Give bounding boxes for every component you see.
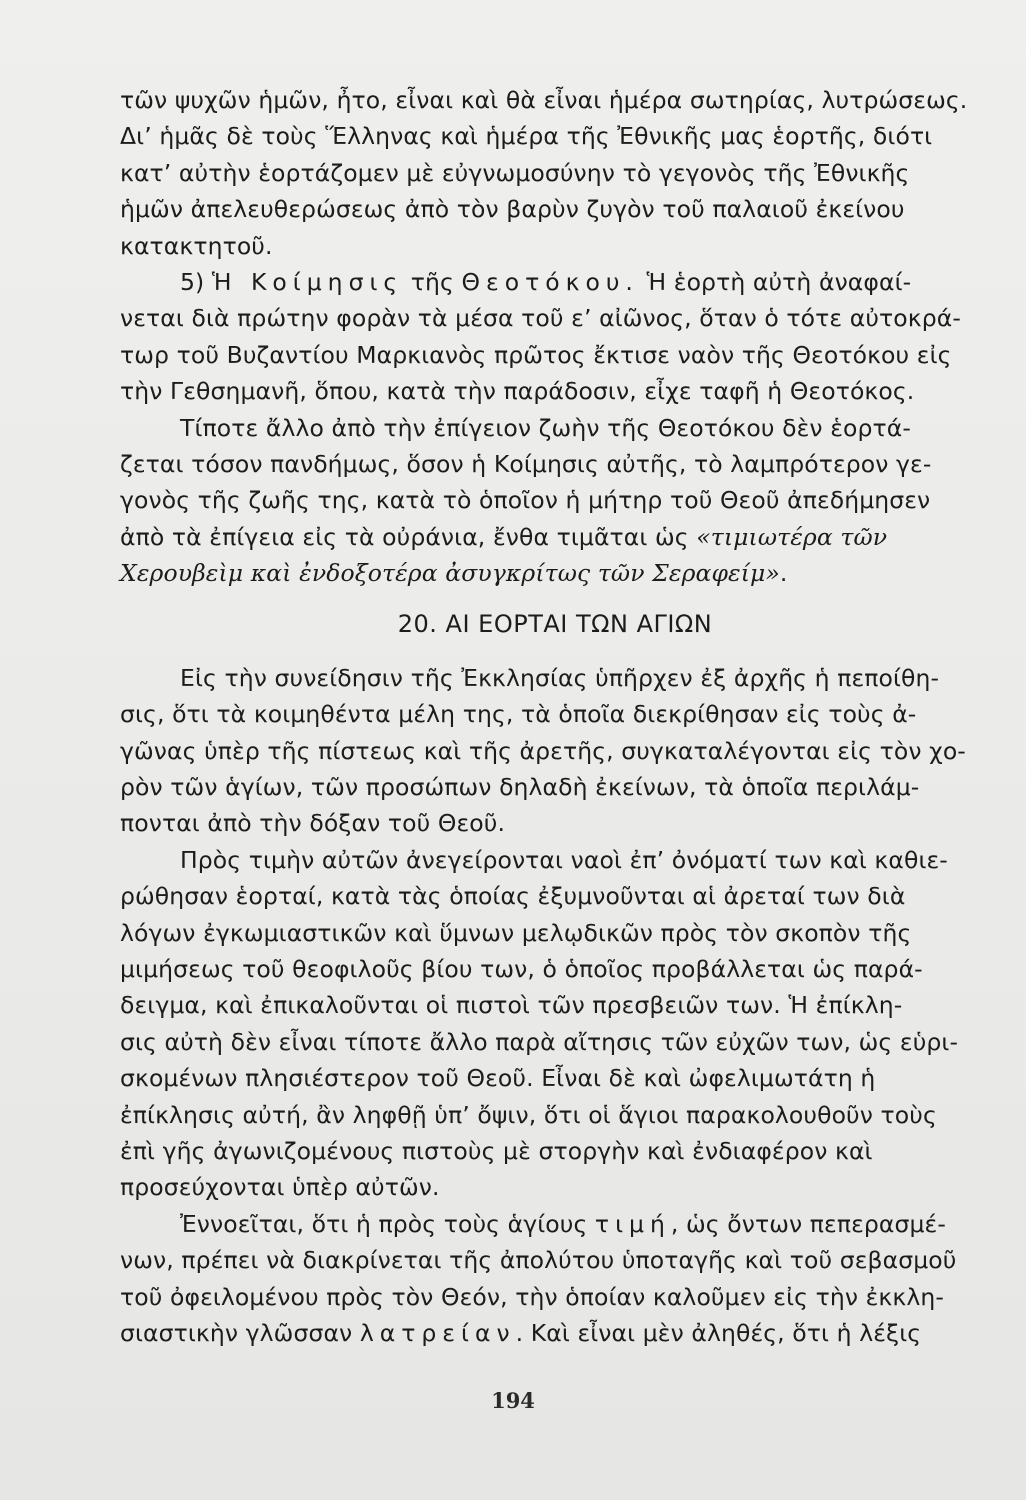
hymn-quote: «τιμιωτέρα τῶν Χερουβεὶμ καὶ ἐνδοξοτέρα ἀσυγκρίτως τῶν Σεραφείμ» xyxy=(120,522,888,588)
section-heading: 20. ΑΙ ΕΟΡΤΑΙ ΤΩΝ ΑΓΙΩΝ xyxy=(397,609,713,638)
paragraph-celebration-body: Τίποτε ἄλλο ἀπὸ τὴν ἐπίγειον ζωὴν τῆς Θεοτόκου δὲν ἑορτά- ζεται τόσον πανδήμως, ὅσον ἡ Κοίμησις αὐτῆς, τὸ λαμπρότερον γε- γονὸς τῆς ζωῆς της, κατὰ τὸ ὁποῖον ἡ μήτηρ τοῦ Θεοῦ ἀπεδήμησεν ἀπὸ τὰ ἐπίγεια εἰς τὰ οὐράνια, ἔνθα τιμᾶται ὡς xyxy=(120,413,932,551)
feast-title-dormition: Ἡ Κοίμησις xyxy=(211,268,404,297)
veneration-text-a: Ἐννοεῖται, ὅτι ἡ πρὸς τοὺς ἁγίους xyxy=(180,1209,595,1238)
veneration-text-e: . Καὶ εἶναι μὲν ἀληθές, ὅτι ἡ λέξις xyxy=(515,1319,922,1347)
paragraph-celebration-end: . xyxy=(779,559,788,588)
paragraph-dormition-celebration xyxy=(120,410,990,592)
term-worship: λατρείαν xyxy=(359,1319,516,1347)
paragraph-dormition xyxy=(120,264,990,410)
item-number: 5) xyxy=(180,268,212,297)
veneration-text-c: , ὡς ὄντων πεπερασμέ- νων, πρέπει νὰ διακρίνεται τῆς ἀπολύτου ὑποταγῆς καὶ τοῦ σεβασμοῦ τοῦ ὀφειλομένου πρὸς τὸν Θεόν, τὴν ὁποίαν καλοῦμεν εἰς τὴν ἐκκλη- σιαστικὴν γλῶσσαν xyxy=(120,1209,957,1347)
feast-title-connector: τῆς xyxy=(403,268,462,297)
term-honor: τιμή xyxy=(594,1209,671,1238)
page-text xyxy=(120,82,990,1351)
page-number: 194 xyxy=(491,1388,535,1413)
paragraph-saints-conscience: Εἰς τὴν συνείδησιν τῆς Ἐκκλησίας ὑπῆρχεν ἐξ ἀρχῆς ἡ πεποίθη- σις, ὅτι τὰ κοιμηθέντα μέλη της, τὰ ὁποῖα διεκρίθησαν εἰς τοὺς ἀ- γῶνας ὑπὲρ τῆς πίστεως καὶ τῆς ἀρετῆς, συγκαταλέγονται εἰς τὸν χο- ρὸν τῶν ἁγίων, τῶν προσώπων δηλαδὴ ἐκείνων, τὰ ὁποῖα περιλάμ- πονται ἀπὸ τὴν δόξαν τοῦ Θεοῦ. xyxy=(120,663,966,838)
paragraph-saints-honor: Πρὸς τιμὴν αὐτῶν ἀνεγείρονται ναοὶ ἐπ’ ὀνόματί των καὶ καθιε- ρώθησαν ἑορταί, κατὰ τὰς ὁποίας ἐξυμνοῦνται αἱ ἀρεταί των διὰ λόγων ἐγκωμιαστικῶν καὶ ὕμνων μελῳδικῶν πρὸς τὸν σκοπὸν τῆς μιμήσεως τοῦ θεοφιλοῦς βίου των, ὁ ὁποῖος προβάλλεται ὡς παρά- δειγμα, καὶ ἐπικαλοῦνται οἱ πιστοὶ τῶν πρεσβειῶν των. Ἡ ἐπίκλη- σις αὐτὴ δὲν εἶναι τίποτε ἄλλο παρὰ αἴτησις τῶν εὐχῶν των, ὡς εὑρι- σκομένων πλησιέστερον τοῦ Θεοῦ. Εἶναι δὲ καὶ ὠφελιμωτάτη ἡ ἐπίκλησις αὐτή, ἂν ληφθῇ ὑπ’ ὄψιν, ὅτι οἱ ἅγιοι παρακολουθοῦν τοὺς ἐπὶ γῆς ἀγωνιζομένους πιστοὺς μὲ στοργὴν καὶ ἐνδιαφέρον καὶ προσεύχονται ὑπὲρ αὐτῶν. xyxy=(120,845,959,1202)
paragraph-dormition-body: Ἡ ἑορτὴ αὐτὴ ἀναφαί- νεται διὰ πρώτην φορὰν τὰ μέσα τοῦ ε’ αἰῶνος, ὅταν ὁ τότε αὐτοκρά- τωρ τοῦ Βυζαντίου Μαρκιανὸς πρῶτος ἔκτισε ναὸν τῆς Θεοτόκου εἰς τὴν Γεθσημανῆ, ὅπου, κατὰ τὴν παράδοσιν, εἶχε ταφῆ ἡ Θεοτόκος. xyxy=(120,268,961,406)
paragraph-veneration xyxy=(120,1206,990,1352)
paragraph-annunciation-end: τῶν ψυχῶν ἡμῶν, ἦτο, εἶναι καὶ θὰ εἶναι ἡμέρα σωτηρίας, λυτρώσεως. Δι’ ἡμᾶς δὲ τοὺς Ἕλληνας καὶ ἡμέρα τῆς Ἐθνικῆς μας ἑορτῆς, διότι κατ’ αὐτὴν ἑορτάζομεν μὲ εὐγνωμοσύνην τὸ γεγονὸς τῆς Ἐθνικῆς ἡμῶν ἀπελευθερώσεως ἀπὸ τὸν βαρὺν ζυγὸν τοῦ παλαιοῦ ἐκείνου κατακτητοῦ. xyxy=(120,86,968,260)
feast-title-theotokos: Θεοτόκου. xyxy=(461,268,639,297)
